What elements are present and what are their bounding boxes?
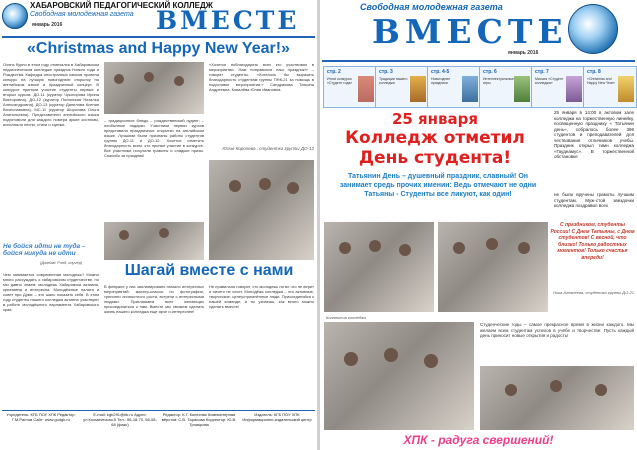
santa-group-photo	[104, 222, 204, 260]
steps-article-col3: Не правильно говорят, что молодежь ни во что не верит и ничего не хочет. Молодёжь колледжа – это активные, творческие, целеустремлённые люди. Присоединяйся к нашей команде, и ты узнаешь, как много можно сделать вместе!	[209, 284, 314, 309]
steps-article-col2: В феврале у нас запланировано немало интересных мероприятий: мастер-классы по фотографии, тренинги личностного роста, встречи с интересными людьми. Приглашаем всех желающих присоединиться к нам. Вместе мы сможем сделать жизнь нашего колледжа еще ярче и интереснее!	[104, 284, 204, 314]
contents-item[interactable]	[427, 66, 481, 108]
article-caption-author: Юлия Королева , студентка группы ДО-12	[222, 146, 314, 151]
contents-label: стр. 4-5	[431, 69, 450, 75]
students-award-photo	[324, 222, 434, 312]
headline-student-day: День студента!	[358, 148, 512, 168]
contents-label: стр. 6	[483, 69, 497, 75]
contents-text: «Christmas and Happy New Year»	[587, 77, 616, 85]
footer-editor: Редактор: К.Г. Колесник Компьютерная вёрстка: С.В. Тарасова Корректор: Ю.В. Троицкова	[161, 412, 237, 427]
bottom-banner: ХПК - радуга свершений!	[403, 433, 554, 447]
contents-text: Итоги конкурса «Студент года»	[327, 77, 353, 85]
footer-founder: Учредитель: КГБ ПОУ ХПК Редактор: Г.М.Растов Сайт: www.gudgk.ru	[6, 412, 76, 422]
footer-rule	[2, 410, 315, 411]
headline-college: Колледж отметил	[345, 128, 525, 148]
issue-date: январь 2016	[32, 22, 63, 28]
christmas-article-col3: «Хочется поблагодарить всех кто участвовал в мероприятии. Нам понравился наш праздник!» – говорят студенты. «Хотелось бы выразить благодарность студентам группы ПНК-21 за помощь в подготовке мероприятия.» Сандрикова Татьяна Андреевна, Ковалёва Юлия Ивановна.	[209, 62, 314, 92]
bottom-article-text: Студенческие годы – самое прекрасное время в жизни каждого. Мы желаем всем студентам успехов в учёбе и творчестве. Пусть каждый день приносит новые открытия и радость!	[480, 322, 634, 338]
contents-thumbnail	[566, 76, 582, 102]
contents-label: стр. 3	[379, 69, 393, 75]
masthead-subtitle: Свободная молодежная газета	[30, 11, 134, 18]
masthead-title: ВМЕСТЕ	[156, 6, 300, 35]
contents-thumbnail	[462, 76, 478, 102]
masthead-rule	[2, 36, 315, 38]
winners-photo	[480, 366, 634, 430]
contents-item[interactable]	[583, 66, 637, 108]
contents-item[interactable]	[323, 66, 377, 108]
concert-stage-photo	[324, 322, 474, 430]
issue-date-right: январь 2016	[508, 50, 539, 56]
contents-thumbnail	[618, 76, 634, 102]
college-name: ХАБАРОВСКИЙ ПЕДАГОГИЧЕСКИЙ КОЛЛЕДЖ	[30, 1, 213, 10]
steps-headline: Шагай вместе с нами	[124, 262, 294, 279]
quote-author: (Джеймс Рэнд, коучер)	[40, 260, 83, 265]
poem-slogan: Татьянин День – душевный праздник, славный! Он занимает средь прочих именин: Ведь отмечают не одни Татьяны - Студенты все ликуют, как один!	[339, 173, 537, 198]
contents-thumbnail	[410, 76, 426, 102]
contents-text: Новогодние праздники	[431, 77, 451, 85]
wish-text: С праздником, студенты России! С Днем Татьяны, с Днем студентов! С весной, что близко! Только радостных моментов! Только счастья впереди!	[550, 222, 635, 261]
contents-thumbnail	[514, 76, 530, 102]
steps-article-col1: Чем занимается современная молодежь? Можно много рассуждать о хабаровском студенчестве, но мы давно знаем: молодежь Хабаровска активна, креативна и интересна. Молодёжные палата и совет при Думе – это шанс показать себя. В этом году студенты нашего колледжа активно участвуют в работе молодёжного парламента Хабаровского края.	[3, 272, 99, 312]
contents-label: стр. 2	[327, 69, 341, 75]
headline-date: 25 января	[391, 110, 479, 128]
contents-item[interactable]	[531, 66, 585, 108]
contents-text: Традиции нашего колледжа	[379, 77, 408, 85]
footer-contacts: E-mail: kgb291@bk.ru Адрес: ул.Космическая,5 Тел.: 56-18-70, 56-08-68 (факс)	[83, 412, 157, 427]
announcement-text-continued: не были вручены грамоты лучшим студентам. Муж-стой звездочки колледжа поздравил всех	[554, 192, 634, 208]
students-costume-photo	[209, 160, 314, 260]
masthead-rule-right	[322, 60, 635, 62]
contents-label: стр. 8	[587, 69, 601, 75]
masthead-title-right: ВМЕСТЕ	[372, 12, 568, 51]
college-logo-right-icon	[568, 4, 618, 54]
christmas-headline: «Christmas and Happy New Year!»	[27, 40, 290, 57]
new-year-stage-photo	[104, 62, 204, 114]
christmas-article-col1: Очень бурно в этом году отмечался в Хабаровском педагогическом колледже праздник Нового года и Рождества. Кафедра иностранных языков провела конкурс на лучшую новогоднюю открытку на английском языке и праздничный концерт. В конкурсе приняли участие студенты первых и вторых курсов. ДО-11 (куратор Чукогорова Ирина Викторовна), ДО-12 (куратор Полянская Наталья Александровна), ДО-13 (куратор Данилова Ксения Вячеславовна), МС-11 (куратор Шорохова Ольга Анатольевна). Представители английского языка подготовили для каждого номера яркие костюмы, исполняли песни, стихи и сценки.	[3, 62, 99, 127]
students-group-photo	[438, 222, 548, 312]
contents-text: Интеллектуальные игры	[483, 77, 515, 85]
right-page	[320, 0, 637, 450]
contents-thumbnail	[358, 76, 374, 102]
contents-text: Миссия «Студент колледжа»	[535, 77, 564, 85]
left-page	[0, 0, 317, 450]
announcement-text: 25 января в 14:00 в актовом зале колледжа на торжественную линейку, посвященную празднику « Татьянин день», собралось более 396 студентов и преподавателей для чествования отличников учебы. Праздник открыл гимн колледжа «Гаудеамус». В торжественной обстановке	[554, 110, 634, 159]
footer-publisher: Издатель: КГБ ПОУ ХПК Информационно-издательский центр	[242, 412, 312, 422]
quote-headline: Не бойся идти не туда – бойся никуда не идти	[3, 243, 86, 257]
college-logo-icon	[2, 3, 28, 29]
masthead-subtitle-right: Свободная молодежная газета	[360, 2, 503, 12]
contents-item[interactable]	[375, 66, 429, 108]
photo-caption-left: Коллектив колледжа	[326, 315, 366, 320]
contents-label: стр. 7	[535, 69, 549, 75]
photo-caption-right: Ника Алексеева, студентка группы ДО-21	[553, 290, 634, 295]
christmas-article-col2: – традиционное блюдо – рождественский пудинг; – необычные подарки. Участники первых курсов представили праздничные открытки на английском языке. Лучшими были признаны работы студентов группы ДО-11 и ДО-12. Хочется отметить благодарность всем, кто принял участие в конкурсе. Все участники получили грамоты и сладкие призы. Спасибо за праздник!	[104, 118, 204, 158]
contents-item[interactable]	[479, 66, 533, 108]
